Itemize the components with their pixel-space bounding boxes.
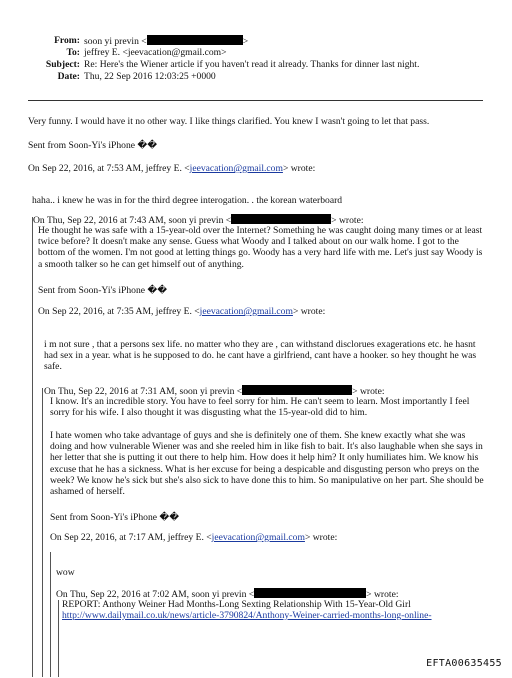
from-name: soon yi previn <: [84, 36, 147, 47]
msg1-signature: Sent from Soon-Yi's iPhone ��: [28, 140, 158, 151]
msg5-signature: Sent from Soon-Yi's iPhone ��: [50, 512, 180, 523]
document-id: EFTA00635455: [426, 658, 502, 669]
quote-prefix: On Thu, Sep 22, 2016 at 7:43 AM, soon yi previn <: [33, 215, 232, 226]
redaction-bar: [231, 214, 331, 224]
quote-bar-level-1: [32, 217, 33, 677]
from-label: From:: [54, 35, 80, 46]
to-label: To:: [66, 47, 80, 58]
msg3-body: He thought he was safe with a 15-year-old over the Internet? Something he was caught doing many times or at least twice before? It doesn't make any sense. Guess what Woody and I talked about on our walk home. I got to the bottom of the women. I'm not good at letting things go. Woody has a very hard life with me. Let's just say Woody is a smooth talker so he can get himself out of anything.: [38, 225, 483, 270]
redaction-bar: [242, 385, 352, 395]
msg1-body: Very funny. I would have it no other way. I like things clarified. You knew I wasn't going to let that pass.: [28, 116, 430, 127]
from-close: >: [242, 36, 249, 47]
redaction-bar: [254, 588, 366, 598]
quote-prefix: On Sep 22, 2016, at 7:35 AM, jeffrey E. <: [38, 306, 200, 317]
redaction-bar: [147, 35, 243, 45]
quote-bar-level-4: [58, 600, 59, 677]
quote-prefix: On Thu, Sep 22, 2016 at 7:31 AM, soon yi previn <: [44, 386, 243, 397]
msg3-signature: Sent from Soon-Yi's iPhone ��: [38, 285, 168, 296]
msg7-report: REPORT: Anthony Weiner Had Months-Long Sexting Relationship With 15-Year-Old Girl: [62, 599, 411, 610]
msg3-quote-header: [38, 306, 325, 317]
msg4-body: i m not sure , that a persons sex life. no matter who they are , can withstand disclorues exagerations etc. he hasnt had sex in a year. what is he supposed to do. he cant have a girlfriend, cant have a hooker. so hey thought he was safe.: [44, 339, 477, 373]
header-divider: [28, 100, 483, 101]
quote-suffix: > wrote:: [352, 386, 385, 397]
quote-suffix: > wrote:: [282, 163, 316, 174]
msg5-body-2: I hate women who take advantage of guys and she is definitely one of them. She knew exactly what she was doing and how vulnerable Wiener was and she reeled him in like fish to bait. It's also laughable when she says in her letter that she is putting it out there to help him. How does it help him? It only humiliates him. We know his excuse that he has a sickness. What is her excuse for being a despicable and disgusting person who preys on the week? We know he's sick but she's also sick to have done this to him. So manipulative on her part. She should be ashamed of herself.: [50, 430, 484, 498]
msg5-body-1: I know. It's an incredible story. You have to feel sorry for him. He can't seem to learn. Most importantly I feel sorry for his wife. I also thought it was disgusting what the 15-year-old did to him.: [50, 396, 470, 419]
article-link[interactable]: http://www.dailymail.co.uk/news/article-3790824/Anthony-Weiner-carried-months-long-online-: [62, 610, 432, 621]
msg5-quote-header: [50, 532, 337, 543]
quote-suffix: > wrote:: [292, 306, 326, 317]
quote-suffix: > wrote:: [331, 215, 364, 226]
quote-bar-level-2: [42, 388, 43, 677]
email-link[interactable]: jeevacation@gmail.com: [211, 532, 305, 543]
date-value: Thu, 22 Sep 2016 12:03:25 +0000: [84, 71, 216, 82]
msg1-quote-header: [28, 163, 315, 174]
subject-label: Subject:: [45, 59, 80, 70]
subject-value: Re: Here's the Wiener article if you haven't read it already. Thanks for dinner last night.: [84, 59, 420, 70]
date-label: Date:: [57, 71, 80, 82]
email-link[interactable]: jeevacation@gmail.com: [199, 306, 293, 317]
header-date-row: [0, 71, 512, 84]
quote-prefix: On Thu, Sep 22, 2016 at 7:02 AM, soon yi previn <: [56, 589, 255, 600]
msg6-body: wow: [56, 567, 75, 578]
from-value: [84, 35, 248, 47]
quote-bar-level-3: [50, 552, 51, 677]
msg2-body: haha.. i knew he was in for the third degree interogation. . the korean waterboard: [32, 195, 343, 206]
quote-prefix: On Sep 22, 2016, at 7:53 AM, jeffrey E. <: [28, 163, 190, 174]
quote-suffix: > wrote:: [304, 532, 338, 543]
quote-suffix: > wrote:: [366, 589, 399, 600]
to-value: jeffrey E. <jeevacation@gmail.com>: [84, 47, 227, 58]
quote-prefix: On Sep 22, 2016, at 7:17 AM, jeffrey E. <: [50, 532, 212, 543]
email-link[interactable]: jeevacation@gmail.com: [189, 163, 283, 174]
